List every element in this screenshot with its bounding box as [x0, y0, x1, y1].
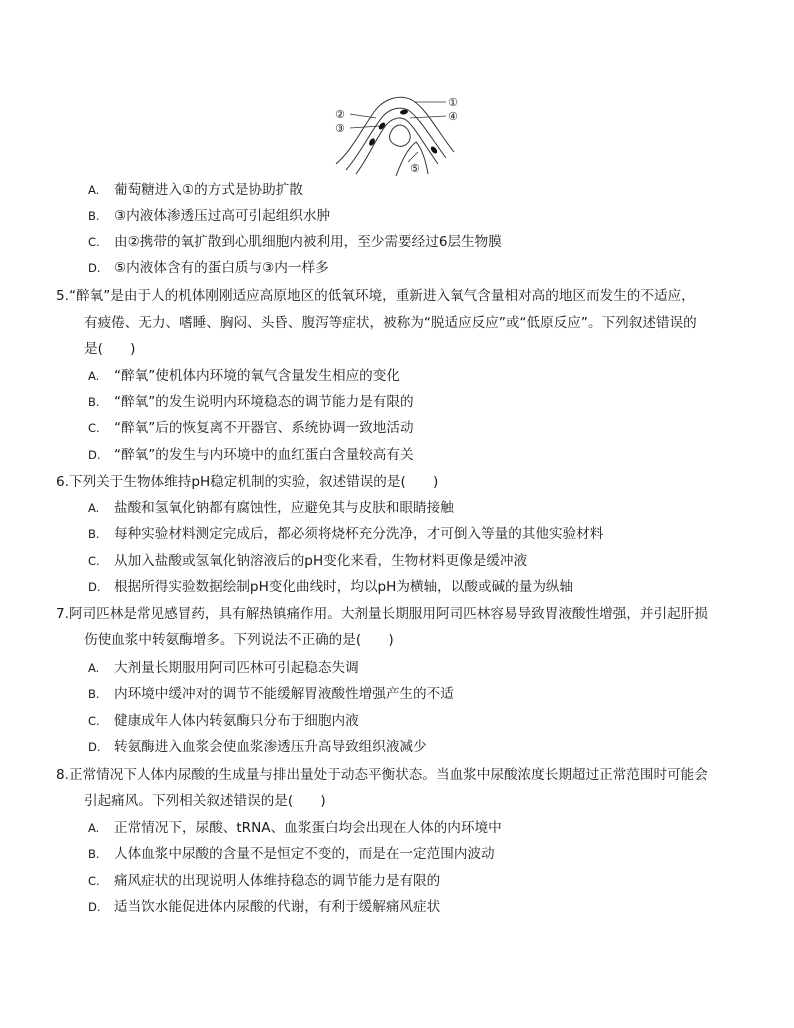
q5-stem-line-1: 5.“醉氧”是由于人的机体刚刚适应高原地区的低氧环境，重新进入氧气含量相对高的地区而发生的不适应，: [56, 288, 695, 304]
q5-stem-line-3: 是( ): [84, 341, 136, 357]
q6-stem-line-1: 6.下列关于生物体维持pH稳定机制的实验，叙述错误的是( ): [56, 474, 439, 490]
q8-stem-line-2: 引起痛风。下列相关叙述错误的是( ): [84, 793, 326, 809]
q6-option-c: C. 从加入盐酸或氢氧化钠溶液后的pH变化来看，生物材料更像是缓冲液: [88, 553, 528, 569]
q7-stem-line-1: 7.阿司匹林是常见感冒药，具有解热镇痛作用。大剂量长期服用阿司匹林容易导致胃液酸性增强，并引起肝损: [56, 606, 708, 622]
q6-option-b: B. 每种实验材料测定完成后，都必须将烧杯充分洗净，才可倒入等量的其他实验材料: [88, 526, 604, 542]
q6-option-d: D. 根据所得实验数据绘制pH变化曲线时，均以pH为横轴，以酸或碱的量为纵轴: [88, 579, 574, 595]
q6-option-a: A. 盐酸和氢氧化钠都有腐蚀性，应避免其与皮肤和眼睛接触: [88, 500, 454, 516]
q7-option-d: D. 转氨酶进入血浆会使血浆渗透压升高导致组织液减少: [88, 739, 427, 755]
q8-option-c: C. 痛风症状的出现说明人体维持稳态的调节能力是有限的: [88, 873, 441, 889]
label-4: ④: [448, 110, 458, 123]
q7-option-b: B. 内环境中缓冲对的调节不能缓解胃液酸性增强产生的不适: [88, 686, 454, 702]
capillary-wall-outer: [346, 108, 446, 170]
tissue-diagram-svg: [330, 92, 465, 178]
q7-option-a: A. 大剂量长期服用阿司匹林可引起稳态失调: [88, 660, 359, 676]
q5-option-c: C. “醉氧”后的恢复离不开器官、系统协调一致地活动: [88, 420, 414, 436]
label-3: ③: [335, 122, 345, 135]
q5-option-b: B. “醉氧”的发生说明内环境稳态的调节能力是有限的: [88, 394, 414, 410]
leader-line: [408, 152, 418, 162]
tissue-cell: [389, 125, 410, 146]
q8-option-a: A. 正常情况下，尿酸、tRNA、血浆蛋白均会出现在人体的内环境中: [88, 820, 502, 836]
q8-option-b: B. 人体血浆中尿酸的含量不是恒定不变的，而是在一定范围内波动: [88, 846, 495, 862]
label-5: ⑤: [410, 162, 420, 175]
q7-stem-line-2: 伤使血浆中转氨酶增多。下列说法不正确的是( ): [84, 632, 394, 648]
q8-stem-line-1: 8.正常情况下人体内尿酸的生成量与排出量处于动态平衡状态。当血浆中尿酸浓度长期超过正常范围时可能会: [56, 767, 708, 783]
label-2: ②: [335, 108, 345, 121]
q4-option-d: D. ⑤内液体含有的蛋白质与③内一样多: [88, 260, 329, 276]
q5-option-a: A. “醉氧”使机体内环境的氧气含量发生相应的变化: [88, 368, 400, 384]
q8-option-d: D. 适当饮水能促进体内尿酸的代谢，有利于缓解痛风症状: [88, 899, 441, 915]
q5-stem-line-2: 有疲倦、无力、嗜睡、胸闷、头昏、腹泻等症状，被称为“脱适应反应”或“低原反应”。下列叙述错误的: [84, 315, 697, 331]
q5-option-d: D. “醉氧”的发生与内环境中的血红蛋白含量较高有关: [88, 447, 414, 463]
q4-option-b: B. ③内液体渗透压过高可引起组织水肿: [88, 208, 331, 224]
tissue-outline: [336, 97, 454, 164]
label-1: ①: [448, 96, 458, 109]
tissue-diagram: [330, 92, 465, 178]
q7-option-c: C. 健康成年人体内转氨酶只分布于细胞内液: [88, 713, 359, 729]
q4-option-c: C. 由②携带的氧扩散到心肌细胞内被利用，至少需要经过6层生物膜: [88, 234, 502, 250]
q4-option-a: A. 葡萄糖进入①的方式是协助扩散: [88, 182, 303, 198]
